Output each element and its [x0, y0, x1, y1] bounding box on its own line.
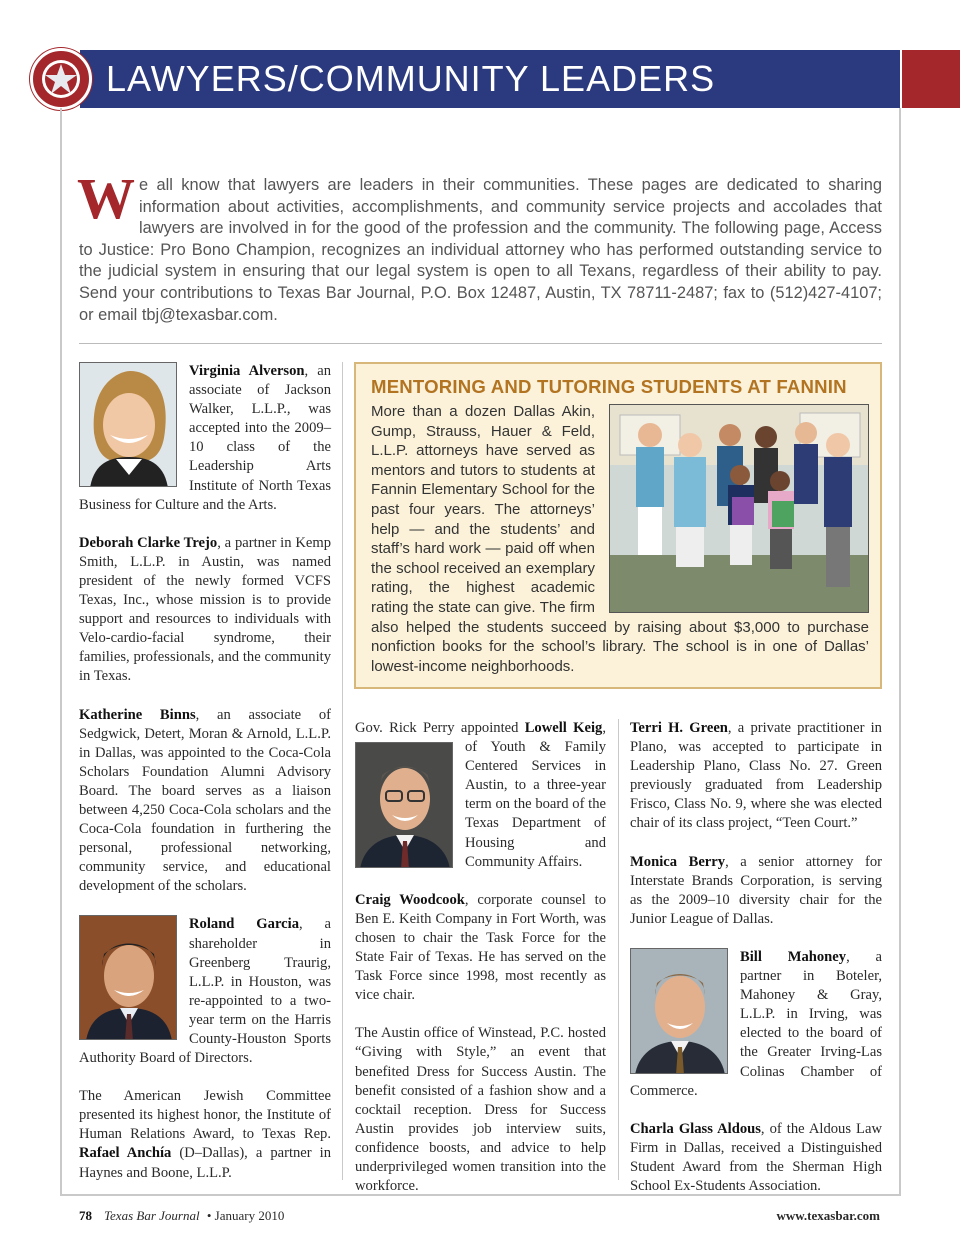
photo-garcia — [79, 915, 177, 1040]
text-mahoney: , a partner in Boteler, Mahoney & Gray, L.L.P. in Irving, was elected to the board of the Greater Irving-Las Colinas Chamber of Commerce. — [630, 948, 883, 1099]
photo-keig — [355, 742, 453, 868]
sidebar-text: More than a dozen Dallas Akin, Gump, Strauss, Hauer & Feld, L.L.P. attorneys have served as mentors and tutors to students at Fannin Elementary School for the past four years. The attorneys’ help — and the students’ and staff’s hard work — paid off when the school received an exemplary rating, the highest academic rating the state can give. The firm also helped the students succeed by raising about $3,000 to purchase nonfiction books for the school’s library. The school is in one of Dallas’ lowest-income neighborhoods. — [371, 403, 869, 675]
page-title: LAWYERS/COMMUNITY LEADERS — [106, 58, 716, 99]
name-green: Terri H. Green — [630, 720, 728, 736]
column-left — [79, 362, 331, 1202]
footer-website[interactable]: www.texasbar.com — [776, 1208, 880, 1223]
footer-publication: Texas Bar Journal — [104, 1208, 200, 1223]
name-garcia: Roland Garcia — [189, 916, 299, 933]
star-icon — [41, 59, 81, 99]
footer-left — [79, 1208, 284, 1224]
text-anchia: (D–Dallas), a partner in Haynes and Boone, L.L.P. — [79, 1145, 331, 1181]
item-anchia — [79, 1087, 331, 1182]
item-garcia — [79, 915, 331, 1068]
text-anchia-pre: The American Jewish Committee presented its highest honor, the Institute of Human Relations Award, to Texas Rep. — [79, 1088, 331, 1143]
name-aldous: Charla Glass Aldous — [630, 1120, 761, 1137]
text-woodcook: , corporate counsel to Ben E. Keith Company in Fort Worth, was chosen to chair the Task Force for the State Fair of Texas. He has served on the Task Force since 1998, most recently as vice chair. — [355, 891, 606, 1004]
intro-dropcap: W — [77, 166, 135, 231]
footer-issue: January 2010 — [214, 1208, 285, 1223]
text-keig-pre: Gov. Rick Perry appointed — [355, 720, 525, 736]
text-aldous: , of the Aldous Law Firm in Dallas, received a Distinguished Student Award from the Sherman High School Ex-Students Association. — [630, 1120, 882, 1194]
intro-paragraph — [77, 166, 882, 326]
intro-text: e all know that lawyers are leaders in their communities. These pages are dedicated to sharing information about activities, accomplishments, and community service projects and accolades that lawyers are involved in for the good of the profession and the community. The following page, Access to Justice: Pro Bono Champion, recognizes an individual attorney who has performed outstanding service to the judicial system in ensuring that our legal system is open to all Texans, regardless of their ability to pay. Send your contributions to Texas Bar Journal, P.O. Box 12487, Austin, TX 78711-2487; fax to (512)427-4107; or email tbj@texasbar.com. — [79, 176, 882, 324]
item-trejo — [79, 534, 331, 687]
photo-fannin-group — [609, 404, 869, 613]
footer-separator: • — [206, 1208, 212, 1223]
text-keig: , of Youth & Family Centered Services in Austin, to a three-year term on the board of the Texas Department of Housing and Community Affairs. — [465, 720, 606, 870]
star-badge — [30, 48, 92, 110]
text-alverson: , an associate of Jackson Walker, L.L.P., was accepted into the 2009–10 class of the Leadership Arts Institute of North Texas Business for Culture and the Arts. — [79, 363, 331, 513]
sidebar-title: MENTORING AND TUTORING STUDENTS AT FANNIN — [371, 376, 847, 397]
name-trejo: Deborah Clarke Trejo — [79, 534, 218, 551]
text-berry: , a senior attorney for Interstate Brands Corporation, is serving as the 2009–10 diversity chair for the Junior League of Dallas. — [630, 853, 882, 927]
column-middle — [355, 719, 606, 1215]
column-right — [630, 719, 882, 1215]
text-winstead: The Austin office of Winstead, P.C. hosted “Giving with Style,” an event that benefited Dress for Success Austin. The benefit consisted of a fashion show and a cocktail reception. Dress for Success Austin provides job interview suits, confidence boosts, and advice to help underprivileged women transition into the workforce. — [355, 1025, 606, 1195]
item-green — [630, 719, 882, 834]
name-anchia: Rafael Anchía — [79, 1145, 172, 1162]
text-garcia: , a shareholder in Greenberg Traurig, L.L.P. in Houston, was re-appointed to a two-year term on the Harris County-Houston Sports Authority Board of Directors. — [79, 916, 332, 1067]
page-number: 78 — [79, 1208, 92, 1223]
item-winstead — [355, 1024, 606, 1196]
header-red-block — [902, 50, 960, 108]
column-divider-1 — [342, 362, 343, 1180]
item-binns — [79, 706, 331, 897]
name-woodcook: Craig Woodcook — [355, 891, 465, 908]
photo-alverson — [79, 362, 177, 487]
item-aldous — [630, 1120, 882, 1196]
name-alverson: Virginia Alverson — [189, 363, 305, 379]
name-berry: Monica Berry — [630, 853, 726, 870]
item-mahoney — [630, 948, 882, 1101]
column-divider-2 — [618, 719, 619, 1180]
name-binns: Katherine Binns — [79, 706, 196, 723]
intro-divider — [79, 343, 882, 344]
name-mahoney: Bill Mahoney — [740, 948, 847, 965]
item-alverson — [79, 362, 331, 515]
text-binns: , an associate of Sedgwick, Detert, Moran & Arnold, L.L.P. in Dallas, was appointed to the Coca-Cola Scholars Foundation Alumni Advisory Board. The board serves as a liaison between 4,250 Coca-Cola scholars and the Coca-Cola foundation in furthering the personal, professional networking, community service, and educational development of the scholars. — [79, 706, 332, 895]
text-trejo: , a partner in Kemp Smith, L.L.P. in Austin, was named president of the newly formed VCFS Texas, Inc., whose mission is to provide support and resources to individuals with Velo-cardio-facial syndrome, their families, professionals, and the community in Texas. — [79, 534, 331, 685]
photo-mahoney — [630, 948, 728, 1074]
sidebar-text-block — [371, 402, 869, 676]
item-berry — [630, 853, 882, 929]
mentoring-sidebar — [354, 362, 882, 689]
text-green: , a private practitioner in Plano, was accepted to participate in Leadership Plano, Class No. 27. Green previously graduated from Leadership Frisco, Class No. 9, where she was elected chair of its class project, “Teen Court.” — [630, 720, 882, 832]
name-keig: Lowell Keig — [524, 720, 603, 736]
item-keig — [355, 719, 606, 872]
item-woodcook — [355, 891, 606, 1006]
